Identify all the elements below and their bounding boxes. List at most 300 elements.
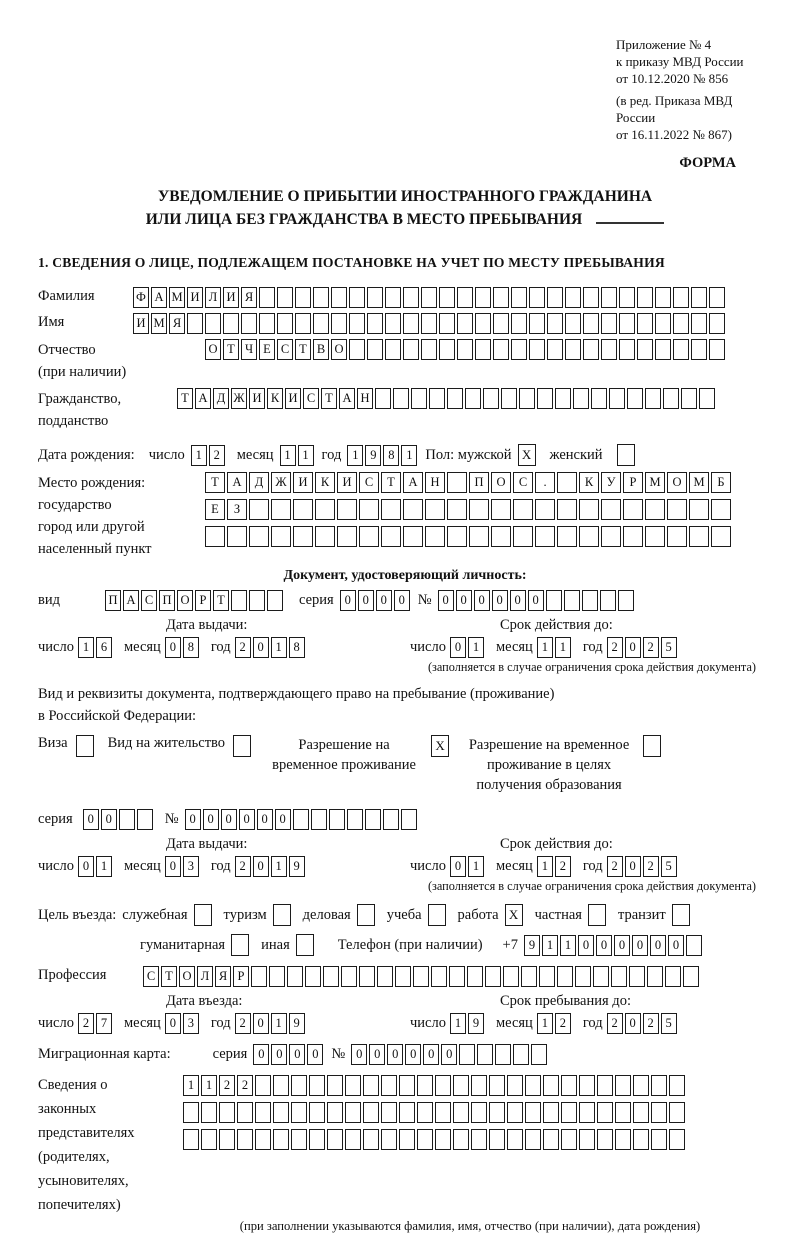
char-cell[interactable] xyxy=(255,1129,271,1150)
char-cell[interactable]: Т xyxy=(321,388,337,409)
char-cell[interactable]: В xyxy=(313,339,329,360)
char-cell[interactable] xyxy=(421,287,437,308)
char-cell[interactable]: 9 xyxy=(524,935,540,956)
char-cell[interactable] xyxy=(271,499,291,520)
char-cell[interactable] xyxy=(331,287,347,308)
char-cell[interactable] xyxy=(401,809,417,830)
char-cell[interactable] xyxy=(251,966,267,987)
char-cell[interactable]: 0 xyxy=(668,935,684,956)
birthplace-row3-cells[interactable] xyxy=(205,526,733,547)
char-cell[interactable]: М xyxy=(689,472,709,493)
char-cell[interactable] xyxy=(601,339,617,360)
char-cell[interactable] xyxy=(323,966,339,987)
char-cell[interactable]: Р xyxy=(195,590,211,611)
char-cell[interactable] xyxy=(421,313,437,334)
char-cell[interactable]: 2 xyxy=(607,856,623,877)
char-cell[interactable] xyxy=(403,313,419,334)
char-cell[interactable] xyxy=(201,1102,217,1123)
char-cell[interactable] xyxy=(493,287,509,308)
char-cell[interactable]: И xyxy=(337,472,357,493)
char-cell[interactable]: 2 xyxy=(235,856,251,877)
char-cell[interactable]: 0 xyxy=(650,935,666,956)
migration-seriya-cells[interactable] xyxy=(253,1044,325,1065)
char-cell[interactable] xyxy=(293,809,309,830)
char-cell[interactable] xyxy=(615,1102,631,1123)
gender-female-checkbox[interactable] xyxy=(617,444,635,466)
char-cell[interactable]: М xyxy=(645,472,665,493)
char-cell[interactable] xyxy=(547,287,563,308)
char-cell[interactable]: 2 xyxy=(607,637,623,658)
char-cell[interactable] xyxy=(313,287,329,308)
residence-permit-checkbox[interactable] xyxy=(233,735,251,757)
char-cell[interactable] xyxy=(255,1102,271,1123)
char-cell[interactable]: Л xyxy=(197,966,213,987)
char-cell[interactable] xyxy=(291,1102,307,1123)
char-cell[interactable]: 0 xyxy=(625,1013,641,1034)
char-cell[interactable]: Я xyxy=(241,287,257,308)
char-cell[interactable] xyxy=(637,339,653,360)
char-cell[interactable] xyxy=(223,313,239,334)
char-cell[interactable]: С xyxy=(277,339,293,360)
char-cell[interactable]: Е xyxy=(205,499,225,520)
char-cell[interactable] xyxy=(315,526,335,547)
stay-valid-year-cells[interactable] xyxy=(607,856,679,877)
vid-cells[interactable] xyxy=(105,590,285,611)
char-cell[interactable] xyxy=(273,1129,289,1150)
char-cell[interactable] xyxy=(349,339,365,360)
char-cell[interactable]: 1 xyxy=(537,637,553,658)
purpose-business-checkbox[interactable] xyxy=(194,904,212,926)
char-cell[interactable] xyxy=(507,1075,523,1096)
char-cell[interactable]: Е xyxy=(259,339,275,360)
char-cell[interactable] xyxy=(471,1075,487,1096)
char-cell[interactable] xyxy=(219,1129,235,1150)
char-cell[interactable] xyxy=(501,388,517,409)
char-cell[interactable]: О xyxy=(179,966,195,987)
identity-valid-day-cells[interactable] xyxy=(450,637,486,658)
surname-cells[interactable] xyxy=(133,287,727,308)
char-cell[interactable] xyxy=(363,1075,379,1096)
char-cell[interactable]: 1 xyxy=(191,445,207,466)
char-cell[interactable] xyxy=(673,339,689,360)
char-cell[interactable]: 2 xyxy=(643,1013,659,1034)
char-cell[interactable] xyxy=(597,1102,613,1123)
char-cell[interactable] xyxy=(449,966,465,987)
char-cell[interactable]: О xyxy=(331,339,347,360)
char-cell[interactable] xyxy=(647,966,663,987)
char-cell[interactable]: А xyxy=(403,472,423,493)
char-cell[interactable]: 0 xyxy=(625,856,641,877)
char-cell[interactable]: 8 xyxy=(383,445,399,466)
char-cell[interactable]: 0 xyxy=(340,590,356,611)
char-cell[interactable]: 0 xyxy=(632,935,648,956)
stay-until-year-cells[interactable] xyxy=(607,1013,679,1034)
char-cell[interactable]: 0 xyxy=(253,856,269,877)
char-cell[interactable] xyxy=(183,1129,199,1150)
char-cell[interactable] xyxy=(367,339,383,360)
char-cell[interactable] xyxy=(349,287,365,308)
char-cell[interactable] xyxy=(547,339,563,360)
stay-number-cells[interactable] xyxy=(185,809,419,830)
char-cell[interactable] xyxy=(187,313,203,334)
char-cell[interactable] xyxy=(267,590,283,611)
char-cell[interactable]: А xyxy=(151,287,167,308)
char-cell[interactable]: О xyxy=(667,472,687,493)
char-cell[interactable]: К xyxy=(579,472,599,493)
char-cell[interactable] xyxy=(201,1129,217,1150)
stay-issue-year-cells[interactable] xyxy=(235,856,307,877)
char-cell[interactable]: А xyxy=(123,590,139,611)
char-cell[interactable] xyxy=(447,472,467,493)
char-cell[interactable] xyxy=(673,287,689,308)
char-cell[interactable] xyxy=(513,526,533,547)
char-cell[interactable]: С xyxy=(513,472,533,493)
char-cell[interactable]: 1 xyxy=(78,637,94,658)
char-cell[interactable]: 0 xyxy=(253,1044,269,1065)
char-cell[interactable]: 1 xyxy=(280,445,296,466)
char-cell[interactable] xyxy=(665,966,681,987)
char-cell[interactable] xyxy=(531,1044,547,1065)
purpose-commercial-checkbox[interactable] xyxy=(357,904,375,926)
char-cell[interactable] xyxy=(469,526,489,547)
char-cell[interactable]: 0 xyxy=(351,1044,367,1065)
char-cell[interactable]: 0 xyxy=(101,809,117,830)
char-cell[interactable] xyxy=(295,313,311,334)
char-cell[interactable]: М xyxy=(151,313,167,334)
char-cell[interactable] xyxy=(601,526,621,547)
char-cell[interactable]: С xyxy=(359,472,379,493)
char-cell[interactable] xyxy=(227,526,247,547)
char-cell[interactable] xyxy=(439,287,455,308)
char-cell[interactable] xyxy=(399,1075,415,1096)
char-cell[interactable] xyxy=(385,313,401,334)
char-cell[interactable] xyxy=(431,966,447,987)
char-cell[interactable] xyxy=(259,287,275,308)
char-cell[interactable] xyxy=(469,499,489,520)
stay-until-month-cells[interactable] xyxy=(537,1013,573,1034)
stay-issue-month-cells[interactable] xyxy=(165,856,201,877)
char-cell[interactable] xyxy=(305,966,321,987)
char-cell[interactable]: И xyxy=(285,388,301,409)
char-cell[interactable] xyxy=(557,472,577,493)
char-cell[interactable] xyxy=(543,1129,559,1150)
char-cell[interactable]: П xyxy=(469,472,489,493)
char-cell[interactable] xyxy=(395,966,411,987)
identity-valid-month-cells[interactable] xyxy=(537,637,573,658)
char-cell[interactable] xyxy=(363,1129,379,1150)
char-cell[interactable]: 2 xyxy=(235,1013,251,1034)
char-cell[interactable] xyxy=(403,526,423,547)
char-cell[interactable] xyxy=(709,339,725,360)
char-cell[interactable]: И xyxy=(249,388,265,409)
char-cell[interactable] xyxy=(435,1075,451,1096)
char-cell[interactable] xyxy=(453,1102,469,1123)
char-cell[interactable] xyxy=(711,499,731,520)
char-cell[interactable] xyxy=(471,1102,487,1123)
char-cell[interactable] xyxy=(475,287,491,308)
birthplace-row2-cells[interactable] xyxy=(205,499,733,520)
char-cell[interactable]: М xyxy=(169,287,185,308)
char-cell[interactable] xyxy=(663,388,679,409)
char-cell[interactable]: 0 xyxy=(165,1013,181,1034)
char-cell[interactable] xyxy=(615,1129,631,1150)
char-cell[interactable] xyxy=(565,313,581,334)
char-cell[interactable] xyxy=(637,287,653,308)
char-cell[interactable] xyxy=(425,526,445,547)
char-cell[interactable] xyxy=(435,1102,451,1123)
char-cell[interactable] xyxy=(119,809,135,830)
char-cell[interactable]: 0 xyxy=(450,856,466,877)
char-cell[interactable] xyxy=(711,526,731,547)
char-cell[interactable]: С xyxy=(141,590,157,611)
char-cell[interactable] xyxy=(619,287,635,308)
representatives-row3-cells[interactable] xyxy=(183,1129,687,1150)
char-cell[interactable]: 0 xyxy=(456,590,472,611)
char-cell[interactable] xyxy=(429,388,445,409)
char-cell[interactable] xyxy=(555,388,571,409)
char-cell[interactable] xyxy=(565,339,581,360)
char-cell[interactable] xyxy=(137,809,153,830)
char-cell[interactable] xyxy=(489,1102,505,1123)
char-cell[interactable]: О xyxy=(177,590,193,611)
char-cell[interactable]: 1 xyxy=(450,1013,466,1034)
char-cell[interactable] xyxy=(689,526,709,547)
char-cell[interactable] xyxy=(349,313,365,334)
char-cell[interactable]: 8 xyxy=(289,637,305,658)
char-cell[interactable]: Р xyxy=(623,472,643,493)
char-cell[interactable] xyxy=(359,526,379,547)
purpose-transit-checkbox[interactable] xyxy=(672,904,690,926)
char-cell[interactable] xyxy=(411,388,427,409)
char-cell[interactable] xyxy=(399,1102,415,1123)
char-cell[interactable]: И xyxy=(187,287,203,308)
char-cell[interactable] xyxy=(345,1075,361,1096)
char-cell[interactable] xyxy=(597,1129,613,1150)
char-cell[interactable] xyxy=(311,809,327,830)
char-cell[interactable] xyxy=(619,339,635,360)
char-cell[interactable]: А xyxy=(339,388,355,409)
char-cell[interactable]: 1 xyxy=(201,1075,217,1096)
char-cell[interactable]: 5 xyxy=(661,856,677,877)
char-cell[interactable]: 2 xyxy=(555,1013,571,1034)
stay-issue-day-cells[interactable] xyxy=(78,856,114,877)
char-cell[interactable] xyxy=(669,1102,685,1123)
char-cell[interactable] xyxy=(231,590,247,611)
char-cell[interactable]: 3 xyxy=(183,856,199,877)
char-cell[interactable] xyxy=(447,526,467,547)
char-cell[interactable] xyxy=(313,313,329,334)
char-cell[interactable] xyxy=(573,388,589,409)
char-cell[interactable] xyxy=(459,1044,475,1065)
char-cell[interactable] xyxy=(403,499,423,520)
char-cell[interactable]: 2 xyxy=(237,1075,253,1096)
char-cell[interactable]: 1 xyxy=(468,856,484,877)
char-cell[interactable] xyxy=(327,1102,343,1123)
char-cell[interactable]: 2 xyxy=(607,1013,623,1034)
char-cell[interactable] xyxy=(583,313,599,334)
char-cell[interactable]: Т xyxy=(381,472,401,493)
char-cell[interactable] xyxy=(249,526,269,547)
char-cell[interactable] xyxy=(633,1129,649,1150)
char-cell[interactable] xyxy=(327,1129,343,1150)
char-cell[interactable]: 1 xyxy=(271,1013,287,1034)
char-cell[interactable]: 3 xyxy=(183,1013,199,1034)
char-cell[interactable] xyxy=(503,966,519,987)
char-cell[interactable]: Б xyxy=(711,472,731,493)
char-cell[interactable]: 0 xyxy=(578,935,594,956)
migration-number-cells[interactable] xyxy=(351,1044,549,1065)
char-cell[interactable] xyxy=(457,313,473,334)
char-cell[interactable]: Я xyxy=(215,966,231,987)
char-cell[interactable] xyxy=(493,313,509,334)
entry-day-cells[interactable] xyxy=(78,1013,114,1034)
char-cell[interactable]: О xyxy=(491,472,511,493)
char-cell[interactable] xyxy=(205,526,225,547)
char-cell[interactable] xyxy=(565,287,581,308)
firstname-cells[interactable] xyxy=(133,313,727,334)
char-cell[interactable]: 5 xyxy=(661,1013,677,1034)
char-cell[interactable] xyxy=(529,339,545,360)
char-cell[interactable]: 8 xyxy=(183,637,199,658)
birth-day-cells[interactable] xyxy=(191,445,227,466)
identity-issue-day-cells[interactable] xyxy=(78,637,114,658)
char-cell[interactable] xyxy=(691,287,707,308)
char-cell[interactable]: Т xyxy=(205,472,225,493)
char-cell[interactable] xyxy=(471,1129,487,1150)
char-cell[interactable]: 0 xyxy=(596,935,612,956)
char-cell[interactable]: Т xyxy=(295,339,311,360)
char-cell[interactable] xyxy=(337,526,357,547)
char-cell[interactable] xyxy=(183,1102,199,1123)
char-cell[interactable] xyxy=(381,1102,397,1123)
char-cell[interactable] xyxy=(363,1102,379,1123)
char-cell[interactable]: 0 xyxy=(405,1044,421,1065)
char-cell[interactable]: 1 xyxy=(560,935,576,956)
char-cell[interactable] xyxy=(485,966,501,987)
char-cell[interactable]: 0 xyxy=(441,1044,457,1065)
char-cell[interactable]: 0 xyxy=(271,1044,287,1065)
char-cell[interactable] xyxy=(491,526,511,547)
char-cell[interactable] xyxy=(393,388,409,409)
char-cell[interactable] xyxy=(483,388,499,409)
char-cell[interactable]: 9 xyxy=(468,1013,484,1034)
char-cell[interactable]: 1 xyxy=(347,445,363,466)
char-cell[interactable] xyxy=(611,966,627,987)
char-cell[interactable] xyxy=(633,1075,649,1096)
char-cell[interactable]: И xyxy=(293,472,313,493)
char-cell[interactable]: 0 xyxy=(221,809,237,830)
char-cell[interactable]: 0 xyxy=(165,856,181,877)
char-cell[interactable] xyxy=(249,499,269,520)
char-cell[interactable]: Т xyxy=(223,339,239,360)
stay-valid-month-cells[interactable] xyxy=(537,856,573,877)
phone-cells[interactable] xyxy=(524,935,704,956)
representatives-row2-cells[interactable] xyxy=(183,1102,687,1123)
char-cell[interactable] xyxy=(489,1129,505,1150)
char-cell[interactable] xyxy=(237,1102,253,1123)
char-cell[interactable] xyxy=(513,499,533,520)
char-cell[interactable] xyxy=(601,313,617,334)
char-cell[interactable]: Т xyxy=(177,388,193,409)
char-cell[interactable]: Н xyxy=(425,472,445,493)
char-cell[interactable] xyxy=(519,388,535,409)
char-cell[interactable] xyxy=(291,1129,307,1150)
char-cell[interactable] xyxy=(475,339,491,360)
char-cell[interactable] xyxy=(673,313,689,334)
char-cell[interactable] xyxy=(341,966,357,987)
char-cell[interactable] xyxy=(477,1044,493,1065)
char-cell[interactable] xyxy=(495,1044,511,1065)
char-cell[interactable] xyxy=(385,287,401,308)
char-cell[interactable] xyxy=(435,1129,451,1150)
char-cell[interactable] xyxy=(546,590,562,611)
char-cell[interactable] xyxy=(537,388,553,409)
char-cell[interactable]: 1 xyxy=(468,637,484,658)
char-cell[interactable] xyxy=(691,313,707,334)
char-cell[interactable]: 5 xyxy=(661,637,677,658)
char-cell[interactable]: 2 xyxy=(209,445,225,466)
char-cell[interactable] xyxy=(465,388,481,409)
char-cell[interactable] xyxy=(689,499,709,520)
char-cell[interactable] xyxy=(535,499,555,520)
char-cell[interactable]: 0 xyxy=(203,809,219,830)
char-cell[interactable]: 2 xyxy=(555,856,571,877)
char-cell[interactable]: 1 xyxy=(298,445,314,466)
char-cell[interactable] xyxy=(645,388,661,409)
char-cell[interactable]: 2 xyxy=(235,637,251,658)
char-cell[interactable]: 0 xyxy=(510,590,526,611)
identity-valid-year-cells[interactable] xyxy=(607,637,679,658)
char-cell[interactable]: 1 xyxy=(271,856,287,877)
char-cell[interactable]: 0 xyxy=(257,809,273,830)
identity-number-cells[interactable] xyxy=(438,590,636,611)
char-cell[interactable] xyxy=(525,1102,541,1123)
char-cell[interactable] xyxy=(295,287,311,308)
char-cell[interactable]: А xyxy=(227,472,247,493)
char-cell[interactable]: П xyxy=(105,590,121,611)
char-cell[interactable] xyxy=(637,313,653,334)
char-cell[interactable] xyxy=(489,1075,505,1096)
char-cell[interactable]: 2 xyxy=(78,1013,94,1034)
char-cell[interactable]: 6 xyxy=(96,637,112,658)
birth-year-cells[interactable] xyxy=(347,445,419,466)
char-cell[interactable] xyxy=(259,313,275,334)
char-cell[interactable] xyxy=(347,809,363,830)
char-cell[interactable] xyxy=(593,966,609,987)
char-cell[interactable] xyxy=(525,1075,541,1096)
char-cell[interactable] xyxy=(691,339,707,360)
char-cell[interactable] xyxy=(377,966,393,987)
char-cell[interactable]: 2 xyxy=(643,637,659,658)
char-cell[interactable] xyxy=(309,1102,325,1123)
profession-cells[interactable] xyxy=(143,966,701,987)
char-cell[interactable] xyxy=(667,526,687,547)
char-cell[interactable] xyxy=(453,1129,469,1150)
char-cell[interactable] xyxy=(629,966,645,987)
char-cell[interactable]: 0 xyxy=(387,1044,403,1065)
char-cell[interactable] xyxy=(205,313,221,334)
char-cell[interactable] xyxy=(219,1102,235,1123)
char-cell[interactable] xyxy=(521,966,537,987)
char-cell[interactable] xyxy=(645,526,665,547)
char-cell[interactable] xyxy=(651,1075,667,1096)
char-cell[interactable] xyxy=(669,1075,685,1096)
char-cell[interactable] xyxy=(557,526,577,547)
char-cell[interactable] xyxy=(345,1129,361,1150)
char-cell[interactable] xyxy=(557,499,577,520)
char-cell[interactable] xyxy=(237,1129,253,1150)
char-cell[interactable] xyxy=(557,966,573,987)
